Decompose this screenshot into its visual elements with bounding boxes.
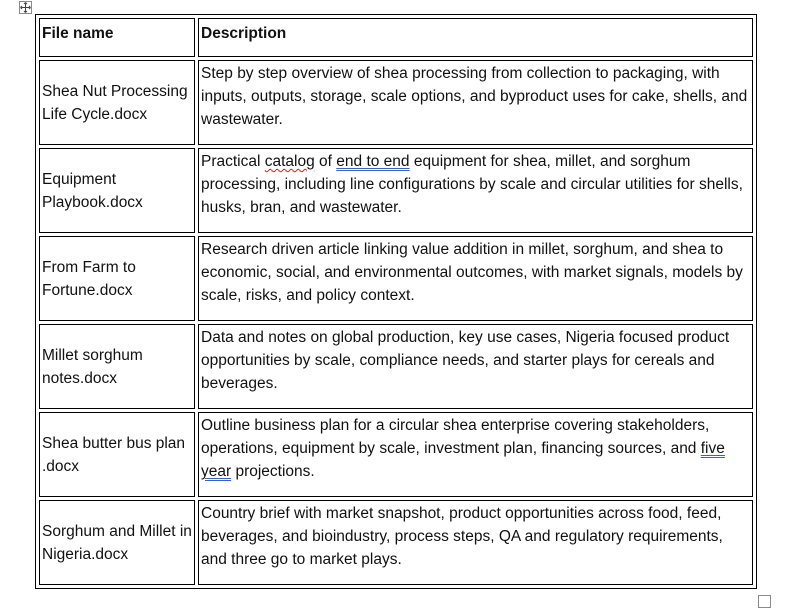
header-file-name[interactable]: File name <box>39 18 195 57</box>
description-text: Outline business plan for a circular shea enterprise covering stakeholders, operations, equipment by scale, investment plan, financing sources, and <box>201 417 710 457</box>
table-row <box>39 236 753 321</box>
table-row <box>39 324 753 409</box>
description-text: projections. <box>231 463 315 480</box>
spelling-flagged-word[interactable]: catalog <box>264 153 315 170</box>
description-text: Practical <box>201 153 265 170</box>
description-cell[interactable] <box>198 412 753 497</box>
description-cell[interactable]: Research driven article linking value addition in millet, sorghum, and shea to economic, social, and environmental outcomes, with market signals, models by scale, risks, and policy context. <box>198 236 753 321</box>
file-name-cell[interactable]: Sorghum and Millet in Nigeria.docx <box>39 500 195 585</box>
description-cell[interactable]: Data and notes on global production, key use cases, Nigeria focused product opportunities by scale, compliance needs, and starter plays for cereals and beverages. <box>198 324 753 409</box>
table-row <box>39 412 753 497</box>
description-text: of <box>314 153 337 170</box>
table-move-handle-icon[interactable] <box>19 1 32 14</box>
description-text: equipment for shea, millet, and sorghum processing, including line configurations by scale and circular utilities for shells, husks, bran, and wastewater. <box>201 153 743 216</box>
table-row <box>39 148 753 233</box>
table-row <box>39 60 753 145</box>
file-description-table <box>35 14 757 589</box>
table-resize-handle-icon[interactable] <box>758 595 771 608</box>
file-name-cell[interactable]: Shea butter bus plan .docx <box>39 412 195 497</box>
file-name-cell[interactable]: Shea Nut Processing Life Cycle.docx <box>39 60 195 145</box>
description-cell[interactable]: Step by step overview of shea processing from collection to packaging, with inputs, outputs, storage, scale options, and byproduct uses for cake, shells, and wastewater. <box>198 60 753 145</box>
description-cell[interactable]: Country brief with market snapshot, product opportunities across food, feed, beverages, and bioindustry, process steps, QA and regulatory requirements, and three go to market plays. <box>198 500 753 585</box>
header-description[interactable]: Description <box>198 18 753 57</box>
header-row <box>39 18 753 57</box>
grammar-flagged-phrase[interactable]: end to end <box>336 153 410 170</box>
description-cell[interactable] <box>198 148 753 233</box>
table-row <box>39 500 753 585</box>
file-name-cell[interactable]: Equipment Playbook.docx <box>39 148 195 233</box>
file-name-cell[interactable]: From Farm to Fortune.docx <box>39 236 195 321</box>
grammar-flagged-phrase[interactable]: five year <box>201 440 725 480</box>
file-name-cell[interactable]: Millet sorghum notes.docx <box>39 324 195 409</box>
